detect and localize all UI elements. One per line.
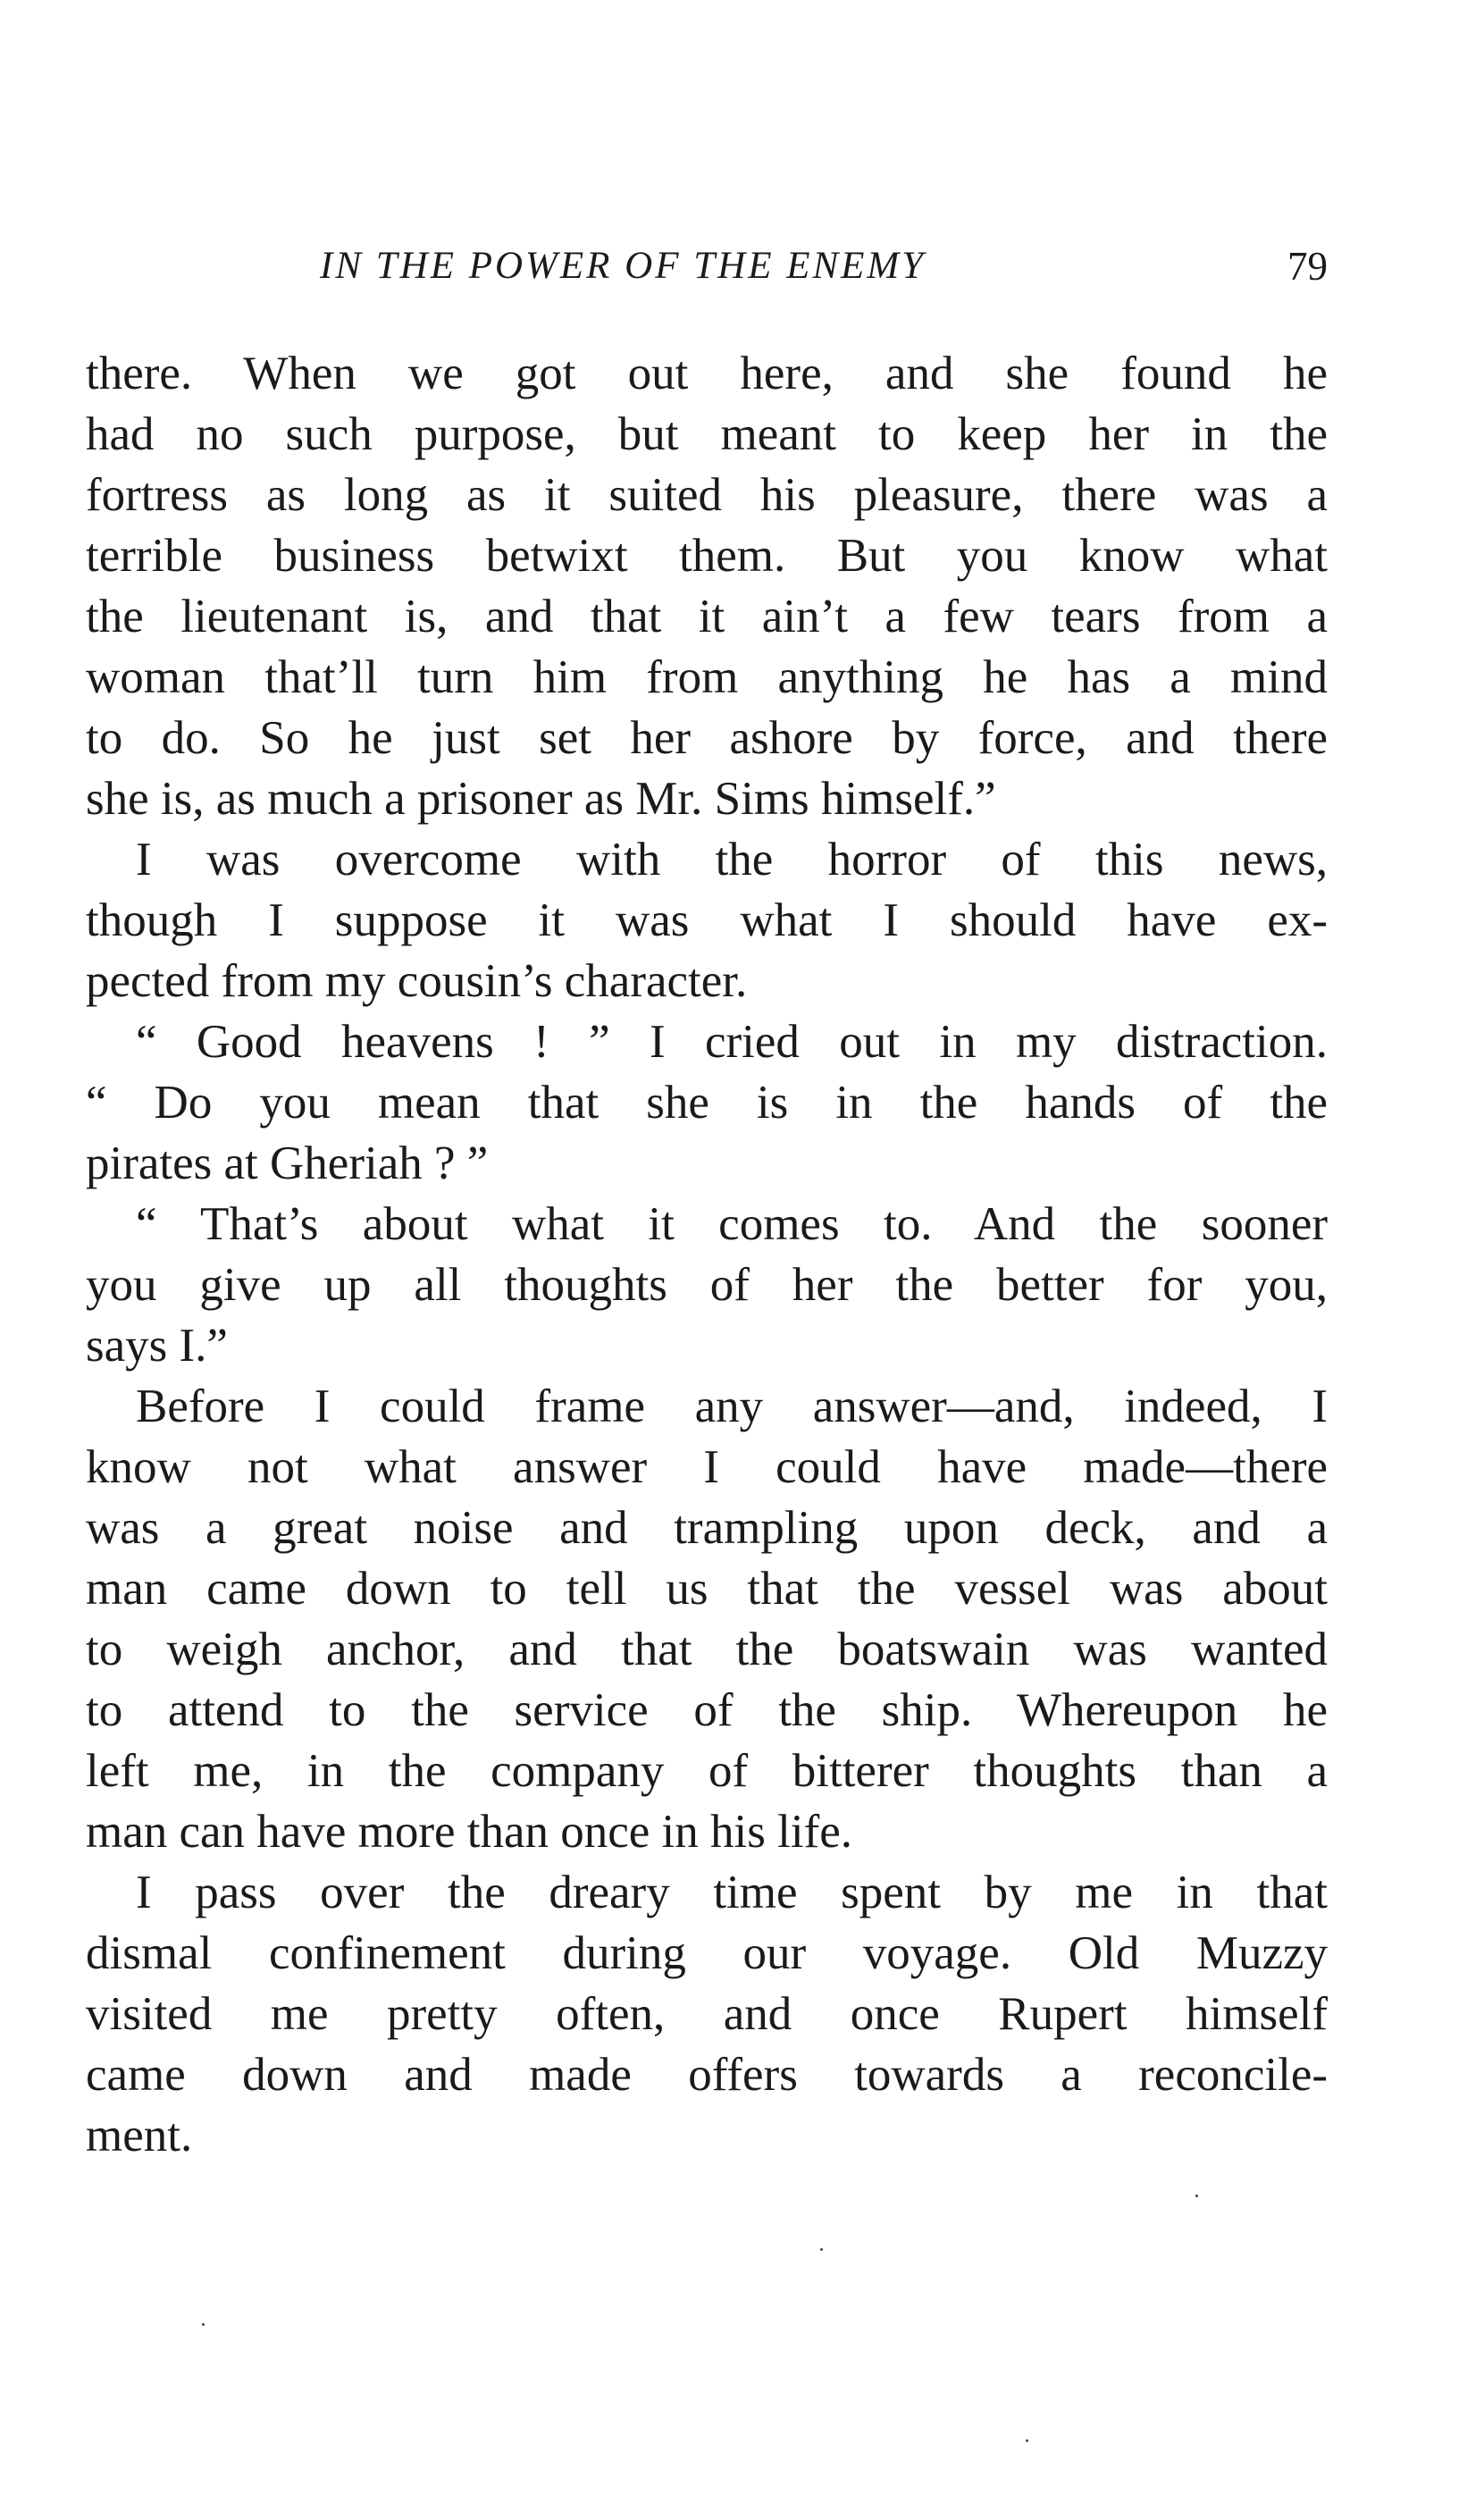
- text-line: terrible business betwixt them. But you know what: [86, 530, 1328, 582]
- text-line: says I.”: [86, 1320, 228, 1372]
- paper-speck: [820, 2248, 823, 2251]
- text-line: dismal confinement during our voyage. Old Muzzy: [86, 1927, 1328, 1979]
- text-line: to do. So he just set her ashore by force, and there: [86, 712, 1328, 764]
- running-title: IN THE POWER OF THE ENEMY: [320, 245, 926, 287]
- text-line: you give up all thoughts of her the better for you,: [86, 1259, 1328, 1311]
- paper-speck: [1195, 2195, 1198, 2197]
- text-line: pected from my cousin’s character.: [86, 955, 748, 1007]
- text-line: left me, in the company of bitterer thoughts than a: [86, 1745, 1328, 1797]
- paragraph: [86, 343, 1328, 829]
- text-line: came down and made offers towards a reconcile-: [86, 2049, 1328, 2101]
- text-line: was a great noise and trampling upon deck, and a: [86, 1502, 1328, 1554]
- paper-speck: [202, 2323, 205, 2326]
- body-text: [86, 343, 1328, 2166]
- text-line: Before I could frame any answer—and, indeed, I: [136, 1381, 1328, 1432]
- text-line: woman that’ll turn him from anything he has a mind: [86, 651, 1328, 703]
- text-line: to weigh anchor, and that the boatswain was wanted: [86, 1624, 1328, 1675]
- running-head: [86, 239, 1328, 293]
- paragraph: [86, 829, 1328, 1011]
- text-line: man came down to tell us that the vessel was about: [86, 1563, 1328, 1615]
- text-line: I was overcome with the horror of this news,: [136, 834, 1328, 885]
- text-line: visited me pretty often, and once Rupert himself: [86, 1988, 1328, 2040]
- text-line: she is, as much a prisoner as Mr. Sims himself.”: [86, 773, 996, 825]
- page-number: 79: [1287, 244, 1328, 289]
- paragraph: [86, 1011, 1328, 1194]
- text-line: “ That’s about what it comes to. And the sooner: [136, 1198, 1328, 1250]
- text-line: had no such purpose, but meant to keep her in the: [86, 408, 1328, 460]
- text-line: there. When we got out here, and she found he: [86, 348, 1328, 399]
- text-line: “ Do you mean that she is in the hands of the: [86, 1077, 1328, 1129]
- text-line: pirates at Gheriah ? ”: [86, 1137, 489, 1189]
- paragraph: [86, 1862, 1328, 2166]
- paper-speck: [1026, 2439, 1028, 2442]
- text-line: ment.: [86, 2110, 193, 2161]
- text-line: fortress as long as it suited his pleasure, there was a: [86, 469, 1328, 521]
- text-line: to attend to the service of the ship. Whereupon he: [86, 1684, 1328, 1736]
- text-line: the lieutenant is, and that it ain’t a few tears from a: [86, 591, 1328, 642]
- text-line: “ Good heavens ! ” I cried out in my distraction.: [136, 1016, 1328, 1068]
- paragraph: [86, 1376, 1328, 1862]
- text-line: though I suppose it was what I should have ex-: [86, 894, 1328, 946]
- paragraph: [86, 1194, 1328, 1376]
- text-line: know not what answer I could have made—there: [86, 1441, 1328, 1493]
- text-line: man can have more than once in his life.: [86, 1806, 852, 1858]
- text-line: I pass over the dreary time spent by me in that: [136, 1867, 1328, 1918]
